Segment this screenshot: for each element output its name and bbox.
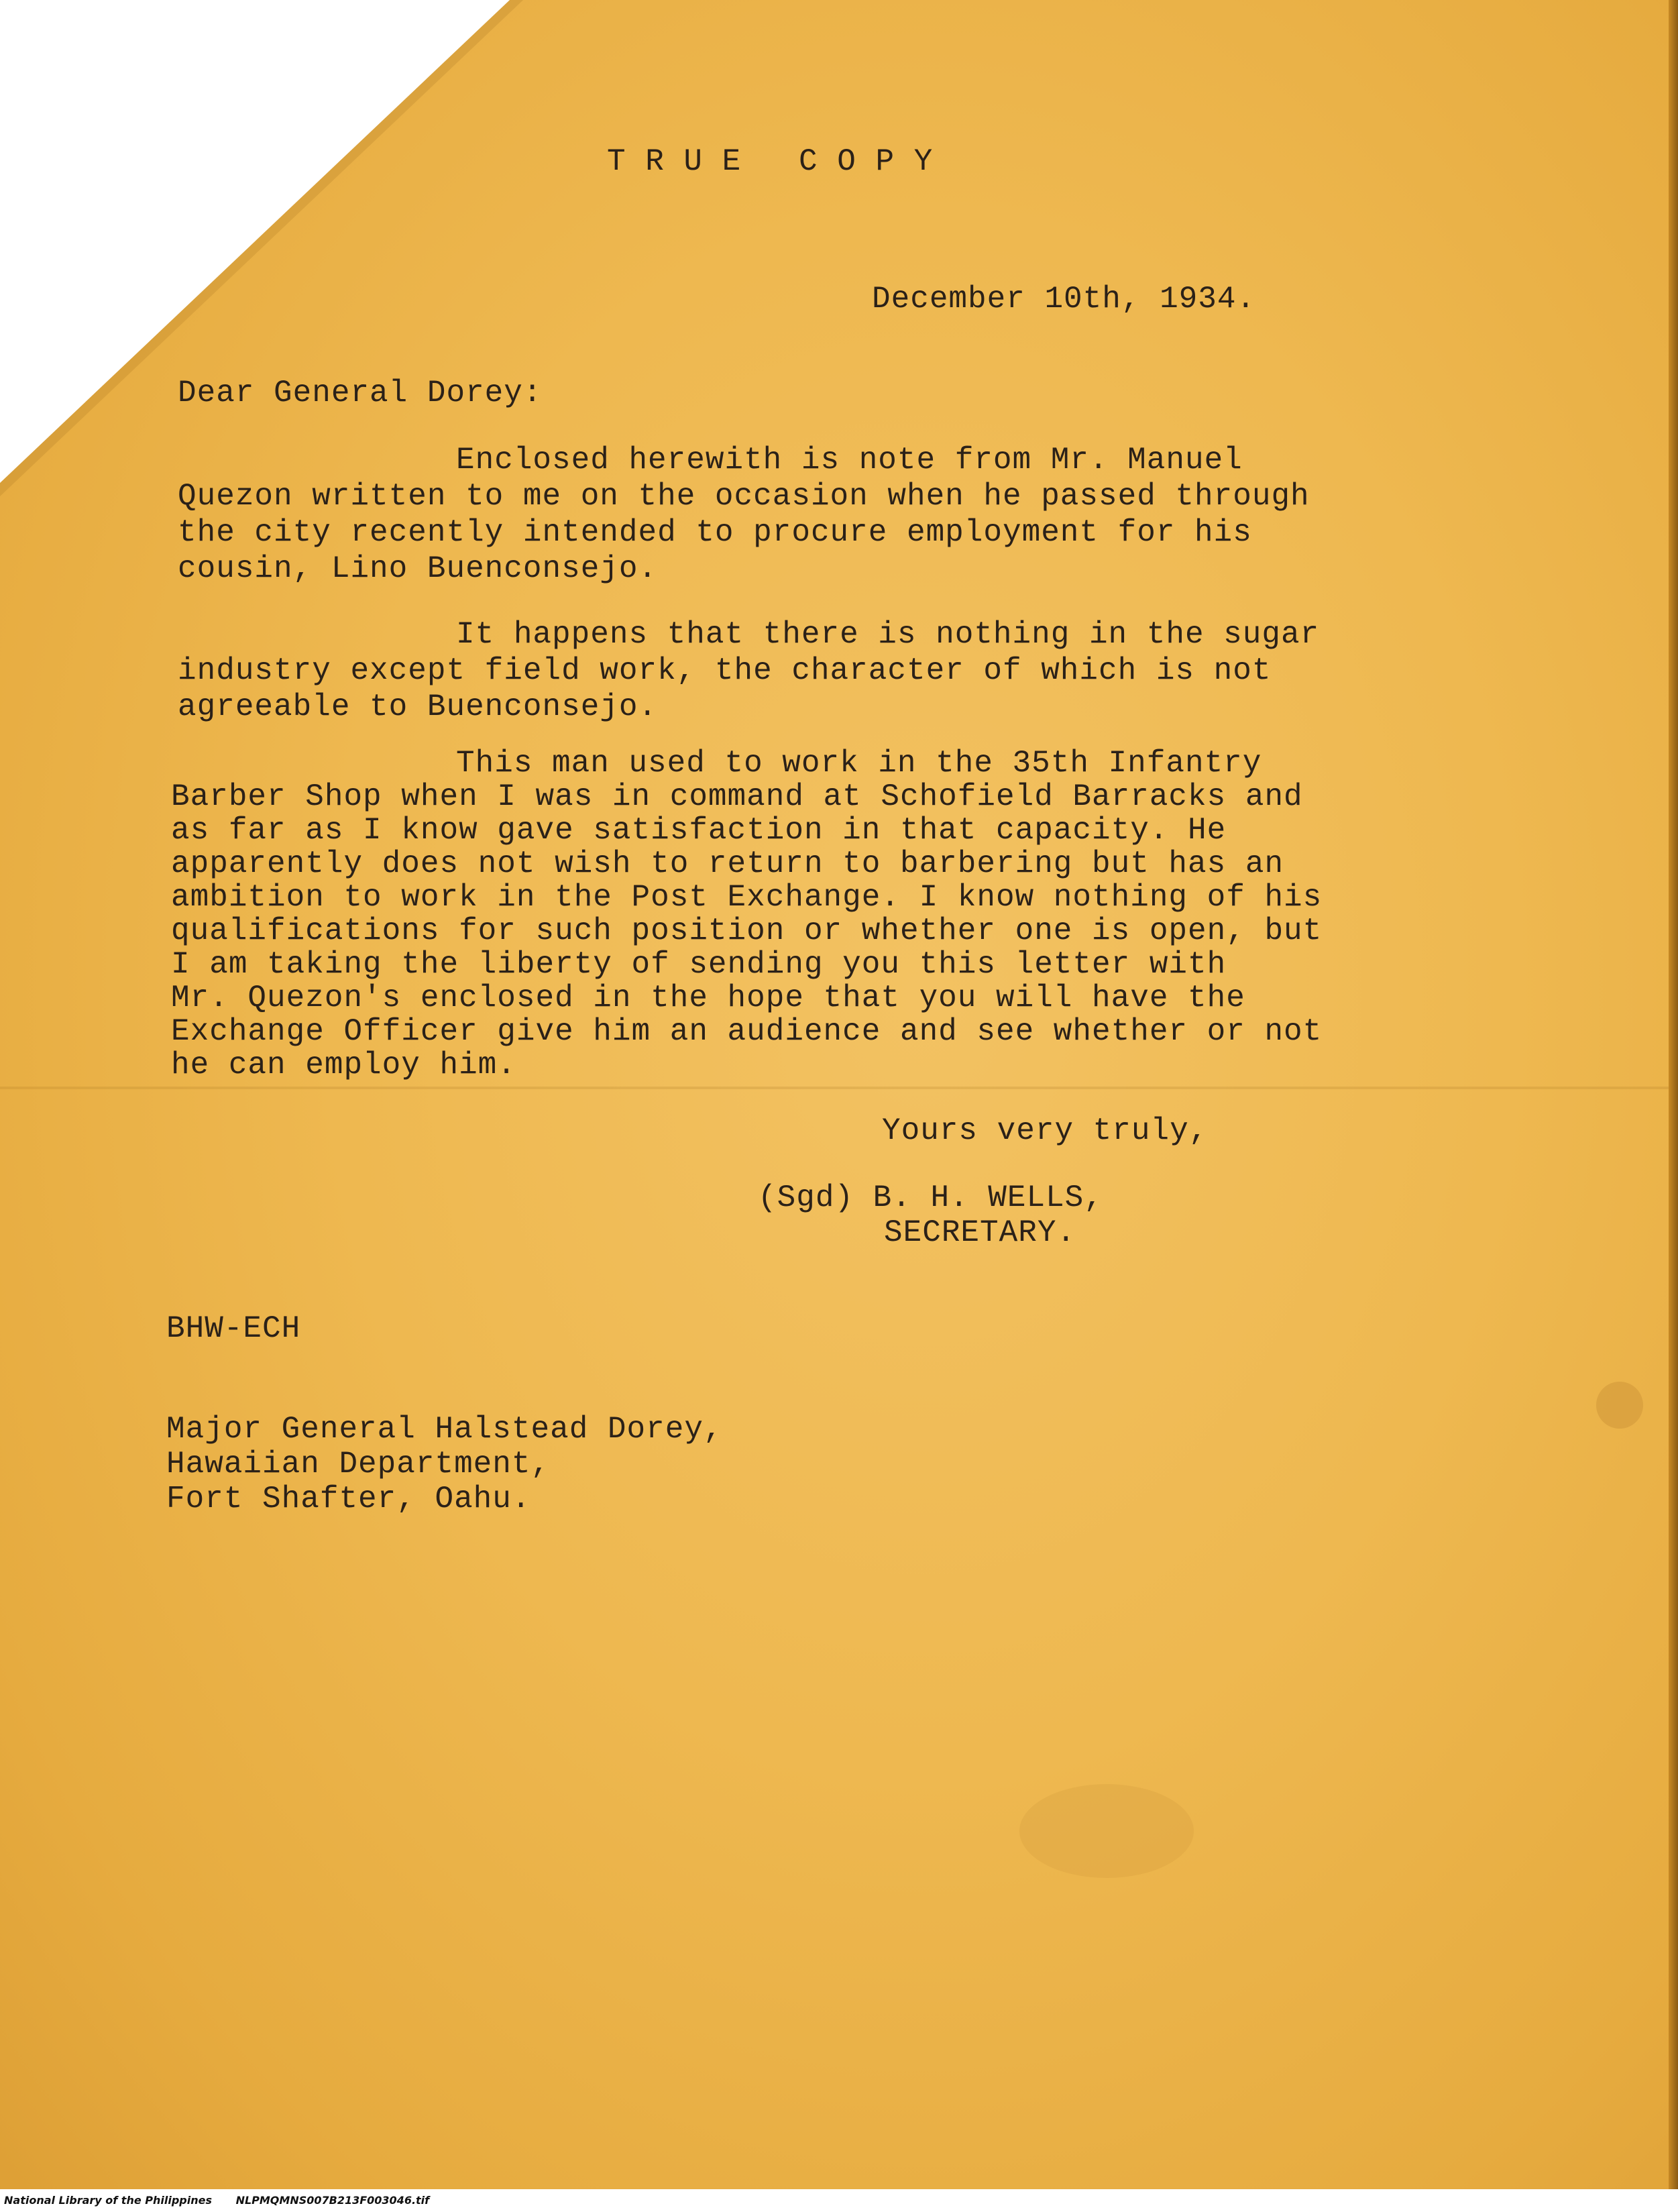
paragraph-2-line-2: industry except field work, the character of which is not [178, 653, 1272, 688]
signature-line: (Sgd) B. H. WELLS, [758, 1180, 1103, 1215]
addressee-line-1: Major General Halstead Dorey, [166, 1412, 723, 1447]
paragraph-1-line-2: Quezon written to me on the occasion when he passed through [178, 479, 1310, 514]
reference-initials: BHW-ECH [166, 1311, 301, 1346]
letter-date: December 10th, 1934. [872, 282, 1256, 317]
library-name: National Library of the Philippines [4, 2194, 212, 2207]
closing: Yours very truly, [882, 1113, 1209, 1148]
paragraph-3-line-2: Barber Shop when I was in command at Schofield Barracks and [171, 779, 1303, 814]
paragraph-3-line-4: apparently does not wish to return to barbering but has an [171, 846, 1284, 881]
paragraph-1-line-1: Enclosed herewith is note from Mr. Manuel [456, 443, 1243, 478]
paragraph-3-line-3: as far as I know gave satisfaction in that capacity. He [171, 813, 1227, 848]
paragraph-3-line-8: Mr. Quezon's enclosed in the hope that you will have the [171, 981, 1245, 1015]
addressee-line-2: Hawaiian Department, [166, 1447, 551, 1482]
document-header: T R U E C O P Y [607, 144, 934, 179]
file-id: NLPMQMNS007B213F003046.tif [235, 2194, 430, 2207]
folded-corner [0, 0, 510, 483]
paragraph-2-line-3: agreeable to Buenconsejo. [178, 689, 658, 724]
paragraph-1-line-4: cousin, Lino Buenconsejo. [178, 551, 658, 586]
salutation: Dear General Dorey: [178, 376, 543, 410]
paragraph-2-line-1: It happens that there is nothing in the sugar [456, 617, 1320, 652]
addressee-line-3: Fort Shafter, Oahu. [166, 1482, 531, 1516]
paper-stain [1596, 1382, 1643, 1429]
paper-crease [0, 1087, 1678, 1089]
archive-footer [0, 2189, 1678, 2212]
paragraph-3-line-10: he can employ him. [171, 1048, 516, 1083]
paragraph-3-line-7: I am taking the liberty of sending you this letter with [171, 947, 1227, 982]
paragraph-1-line-3: the city recently intended to procure employment for his [178, 515, 1252, 550]
paragraph-3-line-1: This man used to work in the 35th Infantry [456, 746, 1262, 781]
paper-stain [1019, 1784, 1194, 1878]
paragraph-3-line-6: qualifications for such position or whether one is open, but [171, 914, 1323, 948]
page-edge [1669, 0, 1678, 2212]
signer-title: SECRETARY. [884, 1215, 1076, 1250]
paragraph-3-line-9: Exchange Officer give him an audience and see whether or not [171, 1014, 1323, 1049]
paragraph-3-line-5: ambition to work in the Post Exchange. I know nothing of his [171, 880, 1323, 915]
